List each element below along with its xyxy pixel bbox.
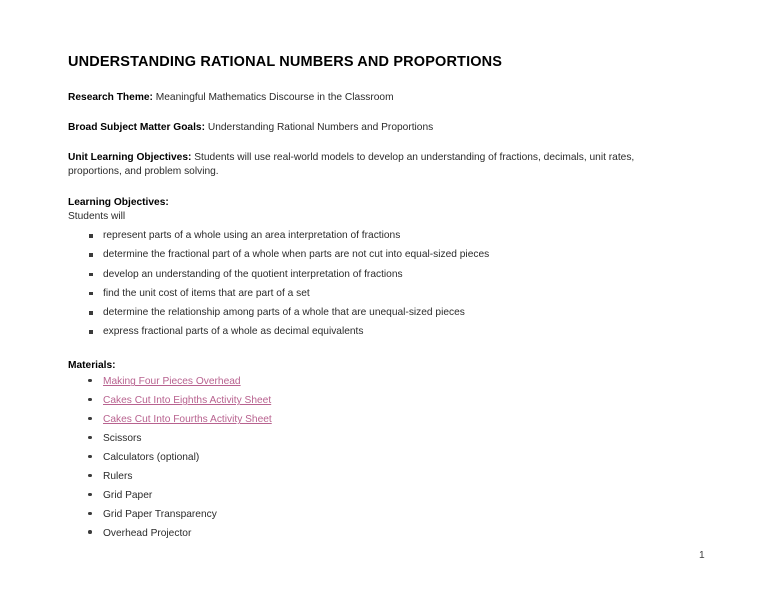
list-item bbox=[68, 527, 688, 541]
list-item bbox=[68, 508, 688, 522]
square-bullet-icon bbox=[89, 234, 93, 238]
list-item bbox=[68, 287, 688, 301]
list-item-label: express fractional parts of a whole as decimal equivalents bbox=[103, 326, 364, 338]
page-number: 1 bbox=[699, 550, 705, 561]
list-item bbox=[68, 394, 688, 408]
square-bullet-icon bbox=[89, 330, 93, 334]
broad-goals-line bbox=[68, 121, 688, 135]
material-label: Calculators (optional) bbox=[103, 452, 200, 464]
research-theme-label: Research Theme: bbox=[68, 92, 153, 104]
material-link[interactable]: Cakes Cut Into Eighths Activity Sheet bbox=[103, 395, 272, 407]
list-item bbox=[68, 325, 688, 339]
square-bullet-icon bbox=[89, 253, 93, 257]
list-item bbox=[68, 413, 688, 427]
round-bullet-icon bbox=[88, 417, 92, 421]
round-bullet-icon bbox=[88, 398, 92, 402]
list-item-label: develop an understanding of the quotient interpretation of fractions bbox=[103, 268, 403, 280]
list-item bbox=[68, 268, 688, 282]
unit-objectives-label: Unit Learning Objectives: bbox=[68, 151, 192, 163]
round-bullet-icon bbox=[88, 436, 92, 440]
list-item-label: represent parts of a whole using an area interpretation of fractions bbox=[103, 230, 401, 241]
square-bullet-icon bbox=[89, 273, 93, 277]
list-item bbox=[68, 432, 688, 446]
square-bullet-icon bbox=[89, 292, 93, 296]
material-link[interactable]: Cakes Cut Into Fourths Activity Sheet bbox=[103, 414, 272, 426]
list-item bbox=[68, 248, 688, 262]
round-bullet-icon bbox=[88, 379, 92, 383]
round-bullet-icon bbox=[88, 474, 92, 478]
research-theme-value: Meaningful Mathematics Discourse in the Classroom bbox=[155, 92, 394, 104]
learning-objectives-intro: Students will bbox=[68, 211, 126, 223]
round-bullet-icon bbox=[88, 512, 92, 516]
list-item bbox=[68, 306, 688, 320]
unit-objectives-line bbox=[68, 151, 688, 179]
material-link[interactable]: Making Four Pieces Overhead bbox=[103, 376, 241, 388]
material-label: Rulers bbox=[103, 471, 133, 483]
material-label: Overhead Projector bbox=[103, 527, 192, 539]
round-bullet-icon bbox=[88, 493, 92, 497]
list-item bbox=[68, 470, 688, 484]
materials-heading: Materials: bbox=[68, 359, 116, 371]
list-item-label: find the unit cost of items that are part of a set bbox=[103, 287, 310, 299]
broad-goals-value: Understanding Rational Numbers and Proportions bbox=[207, 122, 434, 134]
learning-objectives-heading: Learning Objectives: bbox=[68, 197, 169, 209]
research-theme-line bbox=[68, 91, 688, 105]
list-item bbox=[68, 451, 688, 465]
unit-objectives-value: Students will use real-world models to develop an understanding of fractions, decimals, unit rates, proportions, and problem solving. bbox=[68, 151, 635, 177]
square-bullet-icon bbox=[89, 311, 93, 315]
list-item bbox=[68, 489, 688, 503]
list-item-label: determine the fractional part of a whole when parts are not cut into equal-sized pieces bbox=[103, 249, 490, 261]
round-bullet-icon bbox=[88, 530, 92, 534]
material-label: Scissors bbox=[103, 433, 142, 445]
list-item bbox=[68, 229, 688, 243]
list-item-label: determine the relationship among parts of a whole that are unequal-sized pieces bbox=[103, 307, 465, 319]
broad-goals-label: Broad Subject Matter Goals: bbox=[68, 122, 205, 134]
learning-objectives-list bbox=[68, 229, 688, 339]
round-bullet-icon bbox=[88, 455, 92, 459]
list-item bbox=[68, 375, 688, 389]
materials-list bbox=[68, 375, 688, 540]
material-label: Grid Paper Transparency bbox=[103, 509, 217, 521]
document-body bbox=[68, 54, 688, 546]
page-title: UNDERSTANDING RATIONAL NUMBERS AND PROPORTIONS bbox=[68, 54, 503, 70]
material-label: Grid Paper bbox=[103, 490, 153, 502]
